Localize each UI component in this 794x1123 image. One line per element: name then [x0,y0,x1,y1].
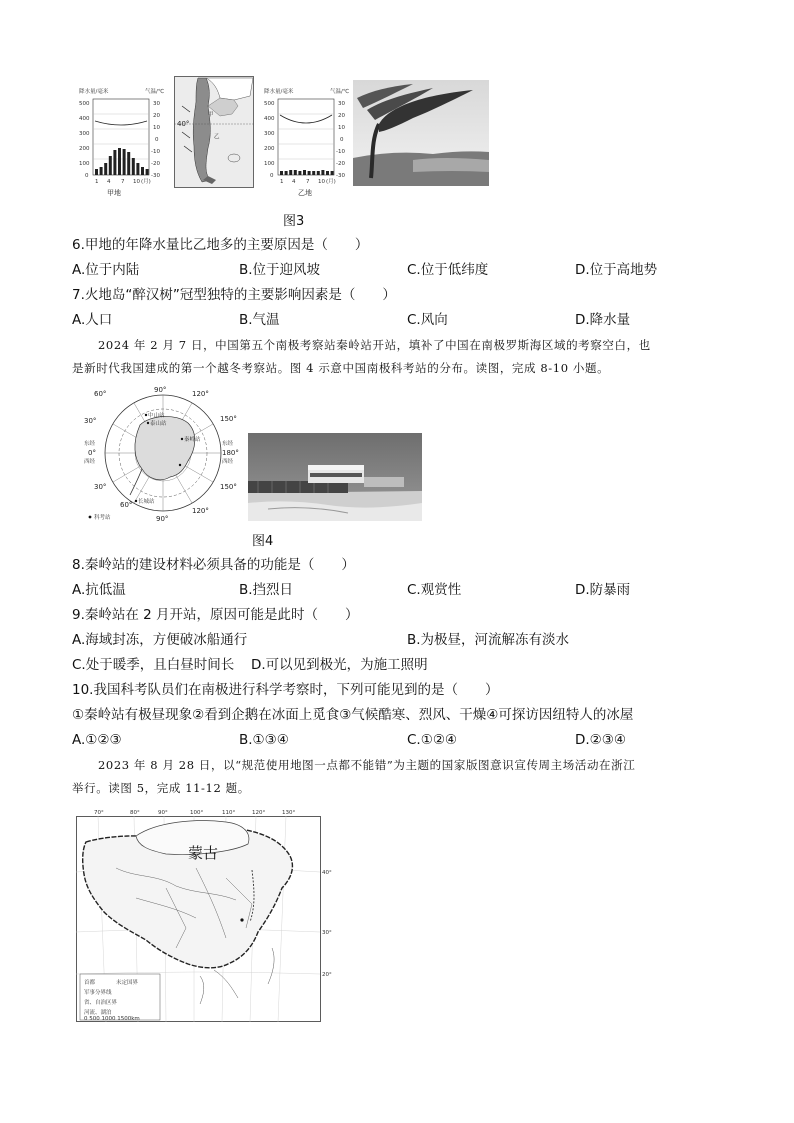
q7-option-a[interactable]: A.人口 [72,312,113,328]
antarctica-polar-map [84,383,242,523]
svg-text:120°: 120° [252,810,266,816]
svg-text:60°: 60° [94,390,107,398]
svg-text:90°: 90° [158,810,168,816]
map-yi-label: 乙 [214,134,220,140]
svg-text:500: 500 [264,101,275,107]
intro2-line1: 2023 年 8 月 28 日，以“规范使用地图一点都不能错”为主题的国家版图意识宣传周主场活动在浙江 [98,758,636,772]
svg-text:500: 500 [79,101,90,107]
svg-text:90°: 90° [156,515,169,523]
q7-option-b[interactable]: B.气温 [239,312,280,328]
q6-stem: 6.甲地的年降水量比乙地多的主要原因是（ ） [72,237,369,253]
q10-stem: 10.我国科考队员们在南极进行科学考察时，下列可能见到的是（ ） [72,682,499,698]
q6-option-c[interactable]: C.位于低纬度 [407,262,489,278]
svg-text:-20: -20 [151,161,160,167]
climate-chart-jia [77,85,171,197]
svg-text:4: 4 [292,179,296,185]
svg-text:100: 100 [264,161,275,167]
q6-option-b[interactable]: B.位于迎风坡 [239,262,321,278]
q8-stem: 8.秦岭站的建设材料必须具备的功能是（ ） [72,557,355,573]
q10-option-a[interactable]: A.①②③ [72,732,122,748]
svg-text:-30: -30 [336,173,345,179]
fig5-mongolia-label: 蒙古 [188,844,219,862]
yi-left-axis-title: 降水量/毫米 [264,89,294,95]
q6-option-d[interactable]: D.位于高地势 [575,262,658,278]
yi-left-ticks [264,101,275,179]
svg-text:20: 20 [338,113,345,119]
svg-text:10: 10 [338,125,345,131]
jia-right-axis-title: 气温/℃ [145,89,165,95]
q8-option-d[interactable]: D.防暴雨 [575,582,631,598]
svg-text:0: 0 [85,173,89,179]
q8-option-c[interactable]: C.观赏性 [407,582,462,598]
q9-option-d[interactable]: D.可以见到极光，为施工照明 [251,657,428,673]
svg-text:60°: 60° [120,501,133,509]
svg-text:20°: 20° [322,972,332,978]
yi-place-label: 乙地 [298,189,312,197]
svg-text:-20: -20 [336,161,345,167]
q10-option-c[interactable]: C.①②④ [407,732,458,748]
q8-option-a[interactable]: A.抗低温 [72,582,126,598]
svg-text:400: 400 [79,116,90,122]
svg-text:30°: 30° [84,417,97,425]
fig5-legend-capital: 首都 [84,980,96,986]
svg-text:0: 0 [155,137,159,143]
figure3-caption: 图3 [283,214,305,229]
fig4-qinling-label: 秦岭站 [184,437,201,443]
svg-text:300: 300 [79,131,90,137]
fig4-taishan-label: 泰山站 [150,421,167,427]
svg-text:150°: 150° [220,483,237,491]
svg-text:7: 7 [121,179,125,185]
svg-text:10: 10 [318,179,325,185]
yi-precip-bars [280,170,334,175]
yi-right-axis-title: 气温/℃ [330,89,350,95]
q9-option-c[interactable]: C.处于暖季，且白昼时间长 [72,657,235,673]
svg-text:100: 100 [79,161,90,167]
svg-text:30°: 30° [322,930,332,936]
svg-text:东经: 东经 [222,441,234,447]
q10-option-d[interactable]: D.②③④ [575,732,626,748]
jia-right-ticks [151,101,160,179]
svg-text:110°: 110° [222,810,236,816]
fig4-label-90-top: 90° [154,386,167,394]
svg-text:400: 400 [264,116,275,122]
svg-text:4: 4 [107,179,111,185]
svg-text:150°: 150° [220,415,237,423]
svg-text:0°: 0° [88,449,96,457]
q7-stem: 7.火地岛“醉汉树”冠型独特的主要影响因素是（ ） [72,287,396,303]
jia-precip-bars [95,148,149,175]
svg-text:0: 0 [270,173,274,179]
svg-text:20: 20 [153,113,160,119]
svg-text:180°: 180° [222,449,239,457]
svg-text:70°: 70° [94,810,104,816]
svg-text:80°: 80° [130,810,140,816]
svg-text:0: 0 [340,137,344,143]
svg-text:-30: -30 [151,173,160,179]
intro1-line1: 2024 年 2 月 7 日，中国第五个南极考察站秦岭站开站，填补了中国在南极罗斯海区域的考察空白，也 [98,338,651,352]
svg-text:(月): (月) [326,179,336,185]
fig4-changcheng-label: 长城站 [138,499,155,505]
map-jia-label: 甲 [208,112,214,118]
svg-text:30°: 30° [94,483,107,491]
figure4-caption: 图4 [252,534,274,549]
svg-text:40°: 40° [322,870,332,876]
climate-chart-yi [262,85,356,197]
q7-option-c[interactable]: C.风向 [407,312,448,328]
yi-right-ticks [336,101,345,179]
intro1-line2: 是新时代我国建成的第一个越冬考察站。图 4 示意中国南极科考站的分布。读图，完成 8-10 小题。 [72,361,610,375]
q8-option-b[interactable]: B.挡烈日 [239,582,294,598]
fig4-zhongshan-label: 中山站 [148,413,165,419]
map-lat-label: 40° [177,120,190,128]
intro2-line2: 举行。读图 5，完成 11-12 题。 [72,781,250,795]
jia-place-label: 甲地 [107,189,121,197]
svg-text:1: 1 [95,179,99,185]
drunken-tree-photo [353,80,489,186]
fig5-right-ticks [322,870,332,978]
q6-option-a[interactable]: A.位于内陆 [72,262,140,278]
svg-text:西经: 西经 [222,459,234,465]
fig5-legend-province: 省、自治区界 [84,1000,118,1006]
fig5-legend-scale: 0 500 1000 1500km [84,1016,140,1022]
q9-option-a[interactable]: A.海域封冻，方便破冰船通行 [72,632,248,648]
svg-text:200: 200 [79,146,90,152]
q9-stem: 9.秦岭站在 2 月开站，原因可能是此时（ ） [72,607,359,623]
svg-text:10: 10 [133,179,140,185]
svg-text:300: 300 [264,131,275,137]
svg-text:东经: 东经 [84,441,96,447]
q10-items: ①秦岭站有极昼现象②看到企鹅在冰面上觅食③气候酷寒、烈风、干燥④可探访因纽特人的冰屋 [72,707,634,723]
qinling-station-photo [248,433,422,521]
svg-text:-10: -10 [336,149,345,155]
svg-text:120°: 120° [192,390,209,398]
fig4-legend-label: 科考站 [94,515,111,521]
svg-text:30: 30 [153,101,160,107]
svg-text:130°: 130° [282,810,296,816]
fig5-top-ticks [94,810,295,816]
jia-left-axis-title: 降水量/毫米 [79,89,109,95]
svg-text:10: 10 [153,125,160,131]
svg-text:30: 30 [338,101,345,107]
svg-text:7: 7 [306,179,310,185]
svg-text:120°: 120° [192,507,209,515]
svg-text:1: 1 [280,179,284,185]
fig5-legend-border: 未定国界 [116,980,139,986]
china-region-map [76,808,332,1022]
q9-option-b[interactable]: B.为极昼，河流解冻有淡水 [407,632,570,648]
svg-text:-10: -10 [151,149,160,155]
jia-left-ticks [79,101,90,179]
south-america-map [174,76,254,188]
q10-option-b[interactable]: B.①③④ [239,732,289,748]
svg-text:100°: 100° [190,810,204,816]
q7-option-d[interactable]: D.降水量 [575,312,631,328]
fig5-legend-military: 军事分界线 [84,990,112,996]
svg-text:西经: 西经 [84,459,96,465]
svg-text:200: 200 [264,146,275,152]
svg-text:(月): (月) [141,179,151,185]
fig5-legend-river: 河流、湖泊 [84,1010,112,1016]
